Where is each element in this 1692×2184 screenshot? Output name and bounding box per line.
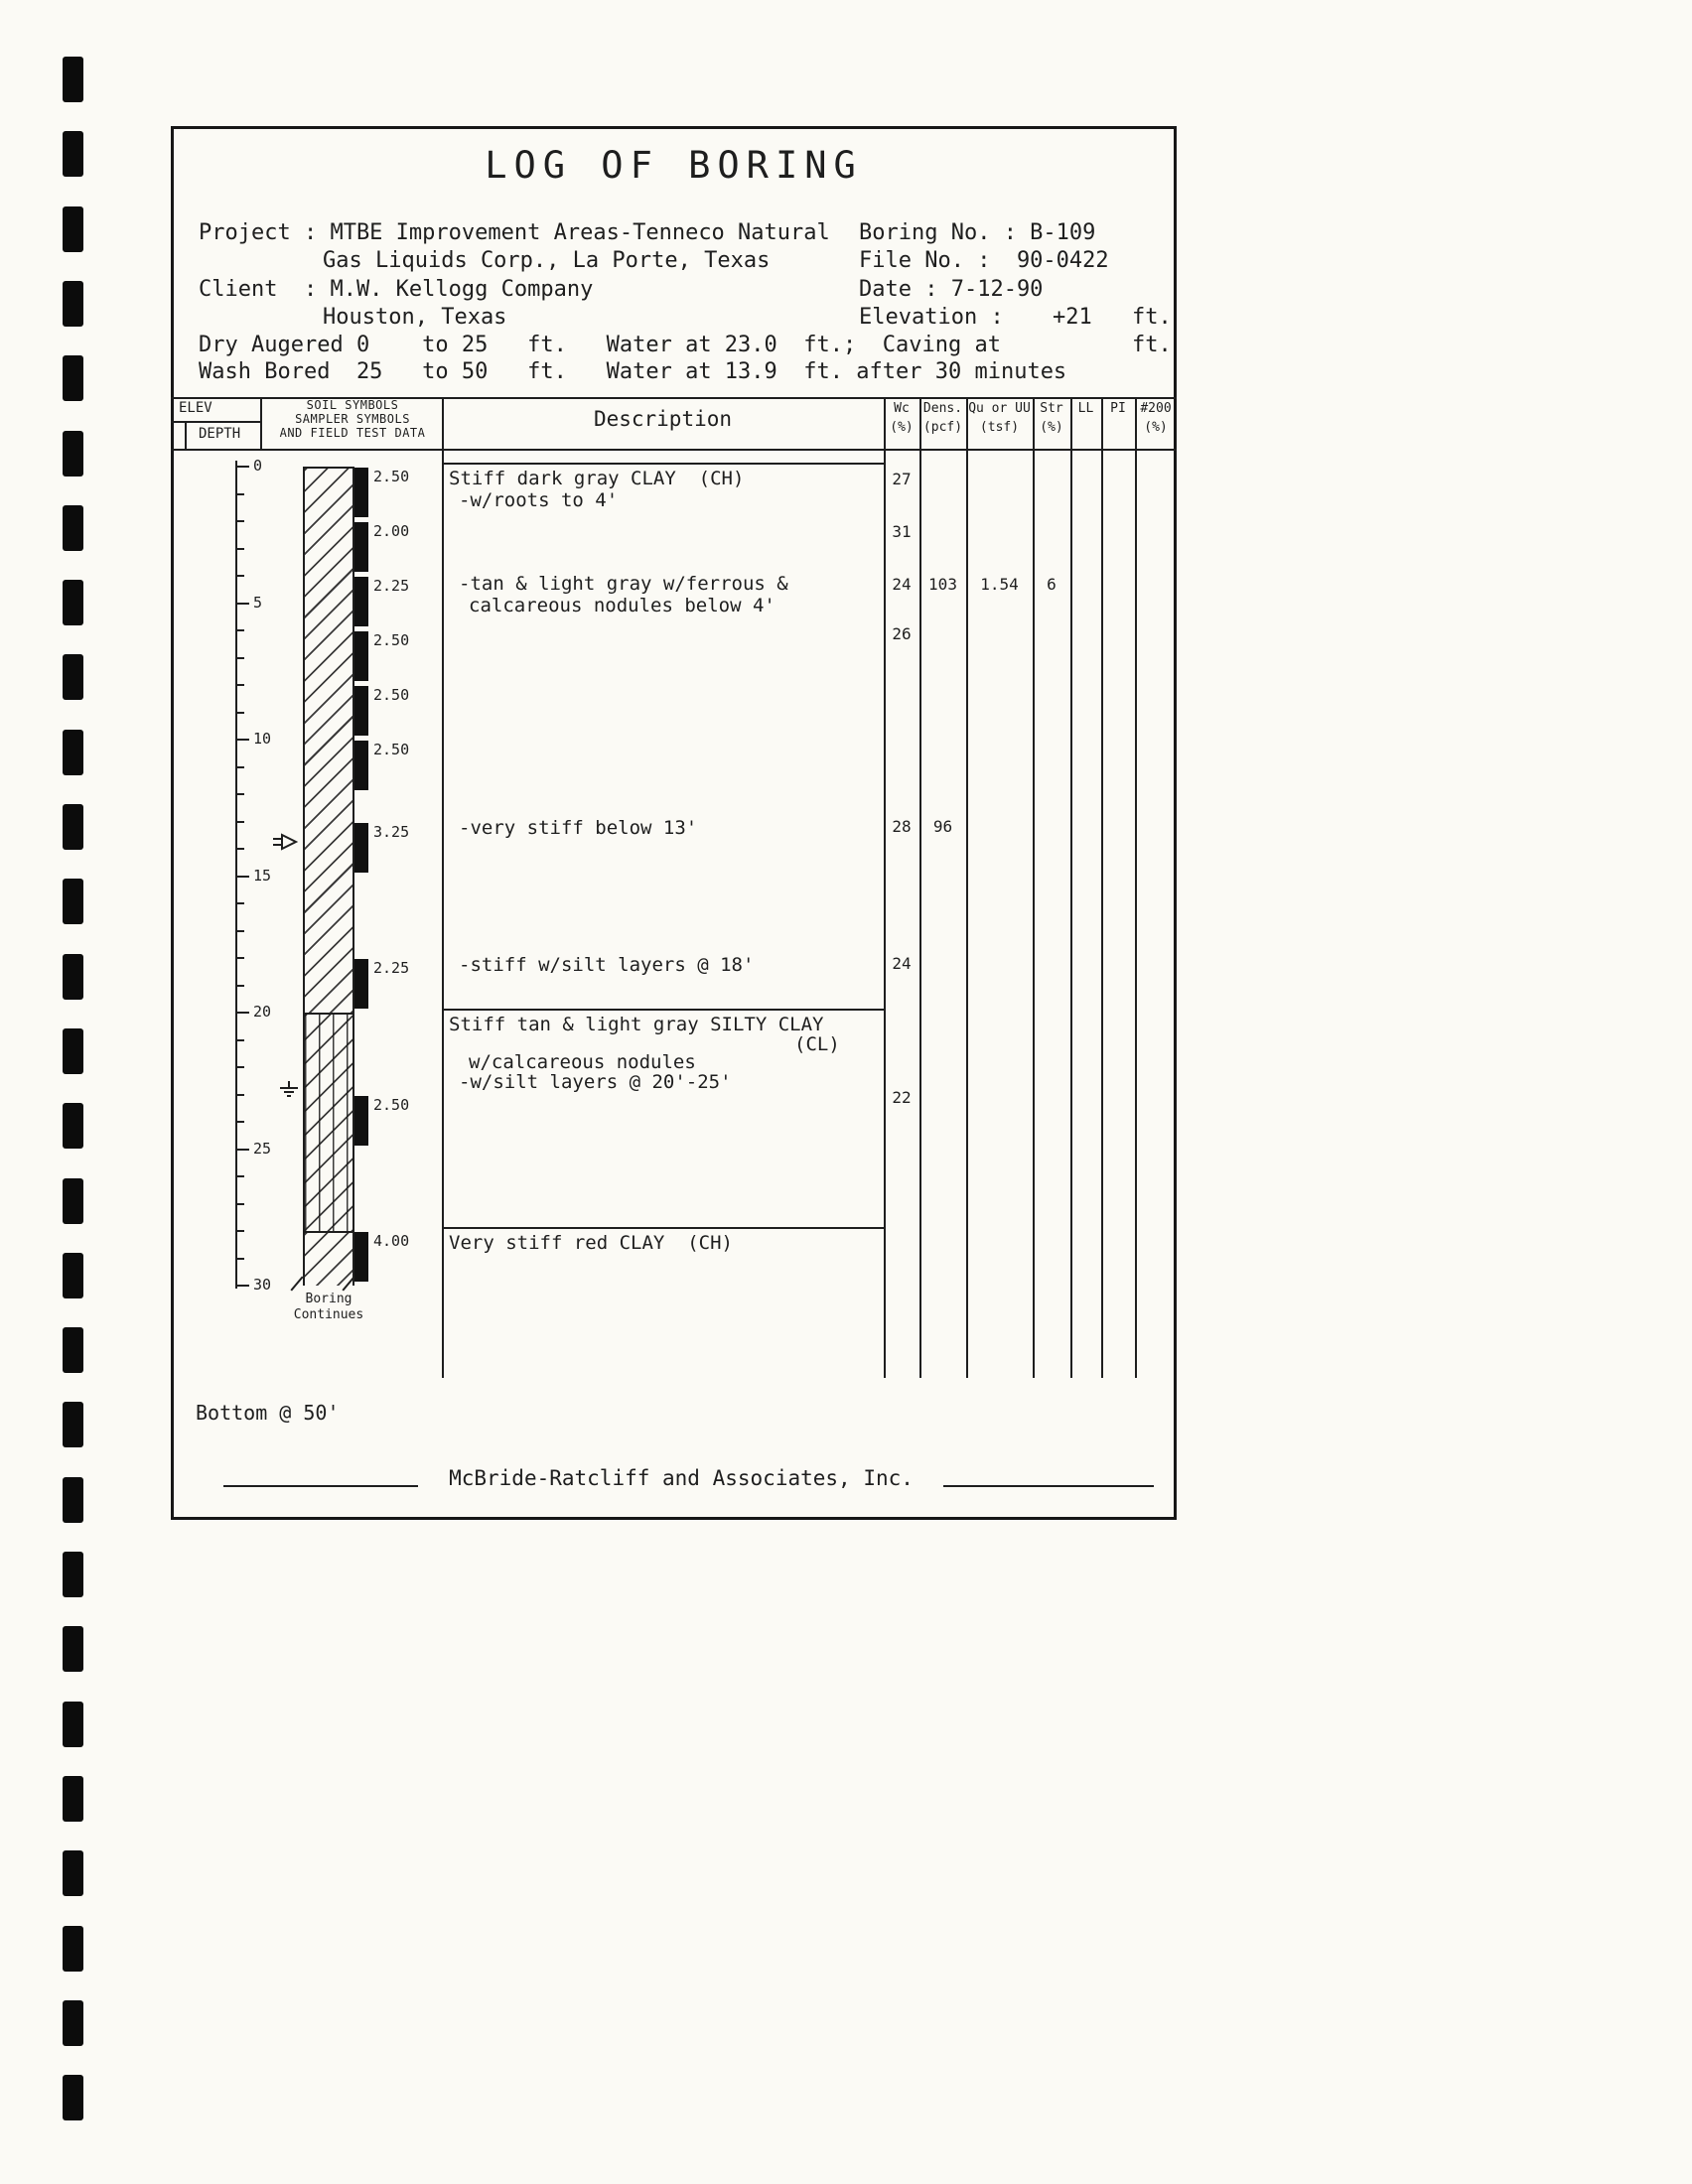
sampler-bar — [354, 959, 368, 1009]
binder-hole — [63, 1926, 83, 1972]
sample-recovery-label: 2.50 — [373, 468, 410, 485]
depth-tick-label: 10 — [253, 730, 272, 748]
col-elev: ELEV — [179, 400, 212, 416]
sampler-bar — [354, 1232, 368, 1282]
lab-value-qu: 1.54 — [980, 575, 1019, 594]
description-text: -w/roots to 4' — [459, 489, 619, 511]
binder-hole — [63, 1028, 83, 1074]
depth-minor-tick — [237, 848, 244, 850]
depth-minor-tick — [237, 629, 244, 631]
elevation-label: Elevation : — [859, 305, 1004, 330]
company-name: McBride-Ratcliff and Associates, Inc. — [449, 1466, 914, 1490]
depth-minor-tick — [237, 821, 244, 823]
depth-major-tick — [237, 1012, 249, 1014]
project-line: Project : MTBE Improvement Areas-Tenneco Natural — [199, 220, 830, 245]
depth-minor-tick — [237, 548, 244, 550]
footer-rule-right — [943, 1485, 1154, 1487]
depth-minor-tick — [237, 766, 244, 768]
table-header-bottom-rule — [171, 449, 1177, 451]
project-line-2: Gas Liquids Corp., La Porte, Texas — [323, 248, 771, 273]
depth-minor-tick — [237, 1039, 244, 1041]
binder-hole — [63, 954, 83, 1000]
drilling-line-1-unit: ft. — [1132, 333, 1172, 357]
description-text: calcareous nodules below 4' — [469, 595, 776, 616]
sample-recovery-label: 4.00 — [373, 1232, 410, 1250]
depth-tick-label: 15 — [253, 866, 272, 885]
depth-major-tick — [237, 876, 249, 878]
col-wc: Wc — [894, 401, 910, 416]
description-text: (CL) — [794, 1033, 840, 1055]
depth-tick-label: 25 — [253, 1139, 272, 1158]
binder-hole — [63, 1327, 83, 1373]
depth-major-tick — [237, 603, 249, 605]
depth-minor-tick — [237, 1258, 244, 1260]
binder-hole — [63, 1402, 83, 1447]
binder-hole — [63, 1253, 83, 1298]
lab-value-str: 6 — [1047, 575, 1057, 594]
boring-continues-label: Boring — [305, 1292, 352, 1306]
binder-hole — [63, 804, 83, 850]
binder-hole — [63, 2075, 83, 2120]
description-text: -tan & light gray w/ferrous & — [459, 573, 788, 595]
depth-minor-tick — [237, 1094, 244, 1096]
binder-hole — [63, 505, 83, 551]
sample-recovery-label: 2.50 — [373, 741, 410, 758]
str-left-rule — [1033, 397, 1035, 1378]
depth-minor-tick — [237, 712, 244, 714]
client-line: Client : M.W. Kellogg Company — [199, 277, 594, 302]
drilling-line-1: Dry Augered 0 to 25 ft. Water at 23.0 ft.; Caving at — [199, 333, 1001, 357]
water-level-icon — [272, 832, 300, 856]
lab-value-wc: 26 — [892, 624, 912, 643]
sample-recovery-label: 2.25 — [373, 577, 410, 595]
description-text: -w/silt layers @ 20'-25' — [459, 1071, 732, 1093]
binder-hole — [63, 1103, 83, 1149]
sampler-bar — [354, 1096, 368, 1146]
depth-minor-tick — [237, 575, 244, 577]
depth-minor-tick — [237, 1203, 244, 1205]
depth-cell-left-rule — [185, 421, 187, 451]
client-line-2: Houston, Texas — [323, 305, 507, 330]
description-text: -stiff w/silt layers @ 18' — [459, 954, 755, 976]
depth-tick-label: 30 — [253, 1276, 272, 1294]
lab-value-wc: 22 — [892, 1088, 912, 1107]
description-text: Stiff dark gray CLAY (CH) — [449, 468, 745, 489]
lab-value-wc: 31 — [892, 522, 912, 541]
description-left-rule — [442, 397, 444, 1378]
depth-minor-tick — [237, 930, 244, 932]
page-title: LOG OF BORING — [485, 144, 863, 187]
sample-recovery-label: 2.25 — [373, 959, 410, 977]
file-no: File No. : 90-0422 — [859, 248, 1109, 273]
pi-left-rule — [1101, 397, 1103, 1378]
ll-left-rule — [1070, 397, 1072, 1378]
depth-minor-tick — [237, 793, 244, 795]
soil-symbol-ch — [303, 467, 354, 1013]
binder-hole — [63, 131, 83, 177]
binder-hole — [63, 1776, 83, 1822]
sampler-bar — [354, 741, 368, 790]
binder-hole — [63, 1477, 83, 1523]
lab-value-wc: 28 — [892, 817, 912, 836]
drilling-line-2: Wash Bored 25 to 50 ft. Water at 13.9 ft. after 30 minutes — [199, 359, 1067, 384]
sampler-bar — [354, 468, 368, 517]
depth-minor-tick — [237, 684, 244, 686]
sample-recovery-label: 2.00 — [373, 522, 410, 540]
depth-major-tick — [237, 1285, 249, 1287]
binder-hole — [63, 206, 83, 252]
col-qu: Qu or UU — [968, 401, 1031, 416]
col-depth: DEPTH — [199, 426, 241, 442]
stratum-boundary-rule — [442, 1227, 884, 1229]
qu-left-rule — [966, 397, 968, 1378]
boring-no: Boring No. : B-109 — [859, 220, 1096, 245]
bottom-depth-note: Bottom @ 50' — [196, 1401, 340, 1425]
col-dens-unit: (pcf) — [922, 420, 963, 435]
col-symbols-line1: SOIL SYMBOLS — [306, 398, 399, 412]
col-symbols-line2: SAMPLER SYMBOLS — [295, 412, 410, 426]
depth-major-tick — [237, 739, 249, 741]
binder-hole — [63, 57, 83, 102]
depth-tick-label: 0 — [253, 457, 263, 475]
soil-symbol-cl — [303, 1013, 354, 1231]
description-text: Stiff tan & light gray SILTY CLAY — [449, 1014, 824, 1035]
binder-hole — [63, 730, 83, 775]
depth-minor-tick — [237, 1121, 244, 1123]
lab-value-wc: 27 — [892, 470, 912, 488]
binder-hole — [63, 580, 83, 625]
wc-left-rule — [884, 397, 886, 1378]
depth-minor-tick — [237, 1230, 244, 1232]
depth-minor-tick — [237, 657, 244, 659]
binder-hole — [63, 1850, 83, 1896]
p200-left-rule — [1135, 397, 1137, 1378]
col-dens: Dens. — [922, 401, 963, 416]
col-str: Str — [1040, 401, 1063, 416]
depth-major-tick — [237, 1149, 249, 1151]
sample-recovery-label: 2.50 — [373, 631, 410, 649]
binder-hole — [63, 281, 83, 327]
col-pi: PI — [1110, 401, 1126, 416]
boring-continues-label: Continues — [293, 1307, 364, 1322]
col-ll: LL — [1077, 401, 1094, 416]
binder-hole — [63, 1626, 83, 1672]
depth-minor-tick — [237, 1066, 244, 1068]
binder-hole — [63, 1702, 83, 1747]
lab-value-wc: 24 — [892, 575, 912, 594]
col-p200-unit: (%) — [1144, 420, 1168, 435]
sampler-bar — [354, 577, 368, 626]
stratum-boundary-rule — [442, 463, 884, 465]
binder-hole — [63, 431, 83, 477]
elevation-unit: ft. — [1132, 305, 1172, 330]
description-text: -very stiff below 13' — [459, 817, 698, 839]
depth-major-tick — [237, 466, 249, 468]
binder-hole — [63, 1178, 83, 1224]
description-text: w/calcareous nodules — [469, 1051, 696, 1073]
depth-minor-tick — [237, 985, 244, 987]
description-text: Very stiff red CLAY (CH) — [449, 1232, 733, 1254]
date: Date : 7-12-90 — [859, 277, 1044, 302]
binder-hole — [63, 355, 83, 401]
sampler-bar — [354, 823, 368, 873]
water-level-icon — [278, 1080, 300, 1104]
sample-recovery-label: 2.50 — [373, 1095, 410, 1114]
depth-minor-tick — [237, 493, 244, 495]
col-p200: #200 — [1140, 401, 1172, 416]
binder-hole — [63, 879, 83, 924]
col-symbols-line3: AND FIELD TEST DATA — [279, 426, 426, 440]
soil-symbol-ch — [303, 1231, 354, 1286]
lab-value-wc: 24 — [892, 954, 912, 973]
depth-minor-tick — [237, 957, 244, 959]
binder-hole — [63, 2000, 83, 2046]
col-description: Description — [593, 407, 733, 431]
sample-recovery-label: 3.25 — [373, 822, 410, 841]
dens-left-rule — [919, 397, 921, 1378]
col-qu-unit: (tsf) — [979, 420, 1020, 435]
binder-hole — [63, 654, 83, 700]
stratum-boundary-rule — [442, 1009, 884, 1011]
depth-minor-tick — [237, 902, 244, 904]
col-wc-unit: (%) — [890, 420, 914, 435]
sampler-bar — [354, 686, 368, 736]
lab-value-dens: 103 — [928, 575, 957, 594]
sampler-bar — [354, 522, 368, 572]
footer-rule-left — [223, 1485, 418, 1487]
depth-tick-label: 5 — [253, 593, 263, 612]
depth-tick-label: 20 — [253, 1003, 272, 1021]
depth-minor-tick — [237, 1175, 244, 1177]
depth-minor-tick — [237, 520, 244, 522]
sample-recovery-label: 2.50 — [373, 686, 410, 704]
lab-value-dens: 96 — [932, 817, 953, 836]
col-str-unit: (%) — [1040, 420, 1063, 435]
sampler-bar — [354, 631, 368, 681]
binder-hole — [63, 1552, 83, 1597]
elev-column-right-rule — [260, 397, 262, 451]
elevation-value: +21 — [1053, 305, 1092, 330]
